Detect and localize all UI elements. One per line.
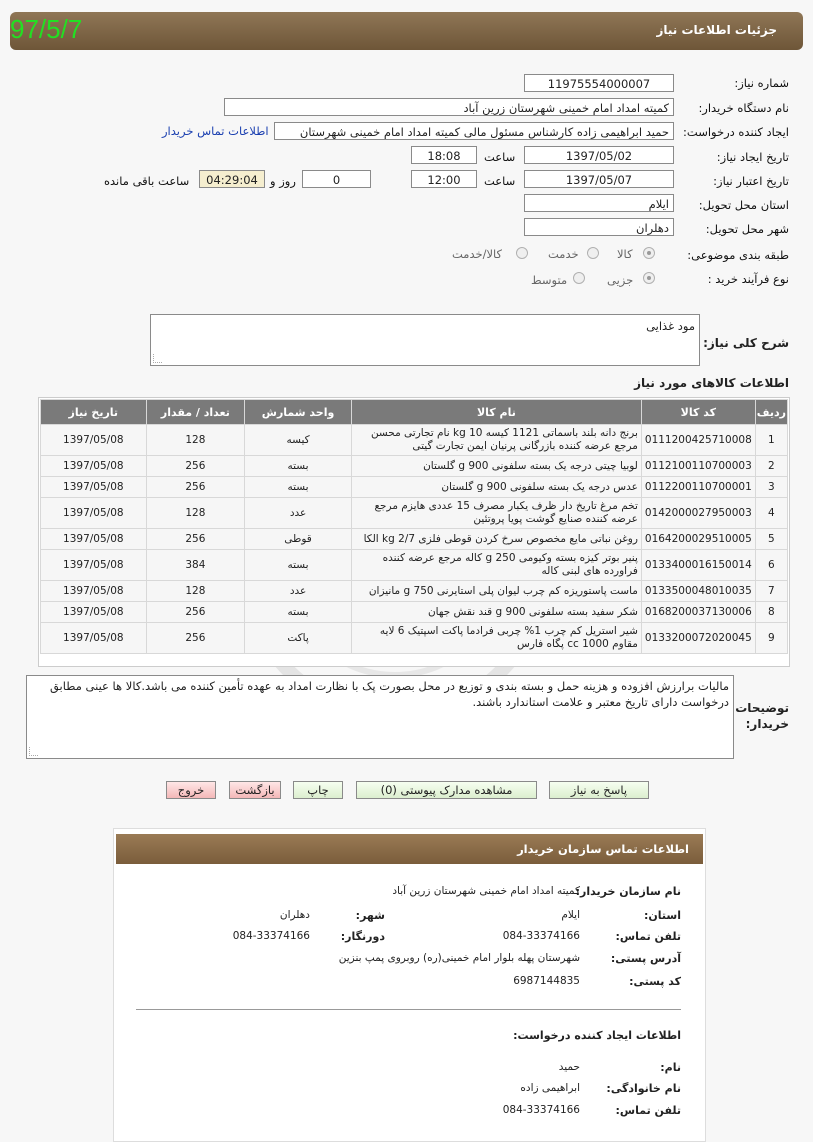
category-service-radio[interactable] xyxy=(587,247,599,259)
contact-org-label: نام سازمان خریدار: xyxy=(575,885,681,898)
row-number-cell: 1 xyxy=(756,425,787,455)
summary-textarea[interactable] xyxy=(150,314,700,366)
process-minor-label: جزیی xyxy=(607,273,634,287)
contact-postal-value: 6987144835 xyxy=(513,975,580,987)
contact-card-header xyxy=(116,834,703,864)
days-label: روز و xyxy=(270,174,296,188)
notes-label: توضیحات خریدار: xyxy=(735,701,789,731)
need-date-cell: 1397/05/08 xyxy=(41,602,146,622)
contact-fax-value: 084-33374166 xyxy=(232,930,310,942)
category-both-label: کالا/خدمت xyxy=(452,247,503,261)
unit-cell: قوطی xyxy=(245,529,351,549)
row-number-cell: 9 xyxy=(756,623,787,653)
need-date-cell: 1397/05/08 xyxy=(41,425,146,455)
item-code-cell: 0112100110700003 xyxy=(642,456,755,476)
table-row xyxy=(41,529,787,549)
process-medium-label: متوسط xyxy=(531,273,568,287)
contact-phone-label: تلفن تماس: xyxy=(615,930,681,943)
print-button[interactable]: چاپ xyxy=(293,781,343,799)
category-both-radio[interactable] xyxy=(516,247,528,259)
table-row xyxy=(41,602,787,622)
item-name-cell: پنیر بوتر کیزه بسته وکیومی 250 g کاله مرجع عرضه کننده فراورده های لبنی کاله xyxy=(352,550,641,580)
quantity-cell: 128 xyxy=(147,581,245,601)
notes-textarea[interactable] xyxy=(26,675,734,759)
province-field: ایلام xyxy=(524,194,674,212)
remaining-label: ساعت باقی مانده xyxy=(104,174,190,188)
category-label: طبقه بندی موضوعی: xyxy=(687,248,789,262)
unit-cell: عدد xyxy=(245,581,351,601)
date-stamp: 97/5/7 xyxy=(10,14,83,44)
category-goods-label: کالا xyxy=(617,247,633,261)
table-row xyxy=(41,550,787,580)
item-name-cell: تخم مرغ تاریخ دار ظرف یکبار مصرف 15 عددی هایزم مرجع عرضه کننده صنایع گوشت پویا پروتئین xyxy=(352,498,641,528)
contact-fax-label: دورنگار: xyxy=(340,930,385,943)
contact-divider xyxy=(136,1009,681,1010)
row-number-cell: 7 xyxy=(756,581,787,601)
item-code-cell: 0168200037130006 xyxy=(642,602,755,622)
contact-city-value: دهلران xyxy=(279,909,310,921)
item-name-cell: روغن نباتی مایع مخصوص سرخ کردن قوطی فلزی 2/7 kg الکا xyxy=(352,529,641,549)
quantity-cell: 256 xyxy=(147,477,245,497)
creator-info-title: اطلاعات ایجاد کننده درخواست: xyxy=(513,1029,681,1042)
city-label: شهر محل تحویل: xyxy=(705,222,789,236)
contact-card-title: اطلاعات تماس سازمان خریدار xyxy=(517,842,689,856)
validity-time-label: ساعت xyxy=(484,174,516,188)
back-button[interactable]: بازگشت xyxy=(229,781,281,799)
contact-address-value: شهرستان پهله بلوار امام خمینی(ره) روبروی پمپ بنزین xyxy=(338,952,580,964)
need-number-field: 11975554000007 xyxy=(524,74,674,92)
item-code-cell: 0111200425710008 xyxy=(642,425,755,455)
created-time-field: 18:08 xyxy=(411,146,477,164)
creator-family-value: ابراهیمی زاده xyxy=(520,1082,580,1094)
quantity-cell: 256 xyxy=(147,623,245,653)
item-name-cell: شیر استریل کم چرب 1% چربی فرادما پاکت اسپتیک 6 لایه مقاوم 1000 cc پگاه فارس xyxy=(352,623,641,653)
creator-label: ایجاد کننده درخواست: xyxy=(683,125,789,139)
need-number-label: شماره نیاز: xyxy=(734,76,789,90)
table-row xyxy=(41,456,787,476)
reply-button[interactable]: پاسخ به نیاز xyxy=(549,781,649,799)
province-label: استان محل تحویل: xyxy=(698,198,789,212)
contact-address-label: آدرس پستی: xyxy=(610,952,681,965)
remaining-days-field: 0 xyxy=(302,170,371,188)
unit-cell: بسته xyxy=(245,550,351,580)
contact-postal-label: کد پستی: xyxy=(629,975,681,988)
buyer-org-field: کمیته امداد امام خمینی شهرستان زرین آباد xyxy=(224,98,674,116)
validity-time-field: 12:00 xyxy=(411,170,477,188)
summary-label: شرح کلی نیاز: xyxy=(703,336,789,350)
table-row xyxy=(41,425,787,455)
creator-field: حمید ابراهیمی زاده کارشناس مسئول مالی کمیته امداد امام خمینی شهرستان xyxy=(274,122,674,140)
created-date-field: 1397/05/02 xyxy=(524,146,674,164)
need-date-cell: 1397/05/08 xyxy=(41,477,146,497)
item-code-cell: 0133500048010035 xyxy=(642,581,755,601)
quantity-cell: 256 xyxy=(147,456,245,476)
view-attachments-button[interactable]: مشاهده مدارک پیوستی (0) xyxy=(356,781,537,799)
buyer-contact-card xyxy=(113,828,706,1142)
row-number-cell: 3 xyxy=(756,477,787,497)
row-number-cell: 6 xyxy=(756,550,787,580)
need-date-cell: 1397/05/08 xyxy=(41,456,146,476)
col-date-header: تاریخ نیاز xyxy=(41,400,146,424)
category-goods-radio[interactable] xyxy=(643,247,655,259)
col-unit-header: واحد شمارش xyxy=(245,400,351,424)
need-date-cell: 1397/05/08 xyxy=(41,498,146,528)
quantity-cell: 256 xyxy=(147,529,245,549)
quantity-cell: 128 xyxy=(147,498,245,528)
unit-cell: عدد xyxy=(245,498,351,528)
item-name-cell: برنج دانه بلند باسماتی 1121 کیسه 10 kg نام تجارتی محسن مرجع عرضه کننده بازرگانی پرنیان ایمن تجارت گیتی xyxy=(352,425,641,455)
exit-button[interactable]: خروج xyxy=(166,781,216,799)
item-name-cell: لوبیا چیتی درجه یک بسته سلفونی 900 g گلستان xyxy=(352,456,641,476)
quantity-cell: 128 xyxy=(147,425,245,455)
page-header xyxy=(10,12,803,50)
col-qty-header: تعداد / مقدار xyxy=(147,400,245,424)
created-time-label: ساعت xyxy=(484,150,516,164)
col-name-header: نام کالا xyxy=(352,400,641,424)
remaining-time-field: 04:29:04 xyxy=(199,170,265,188)
unit-cell: بسته xyxy=(245,456,351,476)
items-section-title: اطلاعات کالاهای مورد نیاز xyxy=(634,376,789,390)
process-minor-radio[interactable] xyxy=(643,272,655,284)
items-table-frame xyxy=(38,397,790,667)
contact-org-value: کمیته امداد امام خمینی شهرستان زرین آباد xyxy=(392,885,580,897)
item-code-cell: 0164200029510005 xyxy=(642,529,755,549)
need-date-cell: 1397/05/08 xyxy=(41,529,146,549)
unit-cell: بسته xyxy=(245,602,351,622)
unit-cell: کیسه xyxy=(245,425,351,455)
contact-province-value: ایلام xyxy=(561,909,580,921)
contact-phone-value: 084-33374166 xyxy=(502,930,580,942)
validity-date-field: 1397/05/07 xyxy=(524,170,674,188)
item-name-cell: ماست پاستوریزه کم چرب لیوان پلی استایرنی 750 g مانیزان xyxy=(352,581,641,601)
table-row xyxy=(41,498,787,528)
table-row xyxy=(41,581,787,601)
col-row-header: ردیف xyxy=(756,400,787,424)
need-date-cell: 1397/05/08 xyxy=(41,623,146,653)
resize-grip-icon[interactable] xyxy=(153,354,162,363)
quantity-cell: 384 xyxy=(147,550,245,580)
creator-name-value: حمید xyxy=(558,1061,580,1073)
item-code-cell: 0133200072020045 xyxy=(642,623,755,653)
creator-family-label: نام خانوادگی: xyxy=(606,1082,681,1095)
validity-date-label: تاریخ اعتبار نیاز: xyxy=(713,174,789,188)
row-number-cell: 8 xyxy=(756,602,787,622)
quantity-cell: 256 xyxy=(147,602,245,622)
items-table xyxy=(40,399,788,654)
unit-cell: پاکت xyxy=(245,623,351,653)
process-medium-radio[interactable] xyxy=(573,272,585,284)
contact-province-label: استان: xyxy=(644,909,681,922)
notes-text: مالیات برارزش افزوده و هزینه حمل و بسته بندی و توزیع در محل بصورت پک با نظارت امداد به عهده تأمین کننده می باشد.کالا ها عینی مطابق درخواست دارای تاریخ معتبر و علامت استاندارد باشند. xyxy=(49,679,729,709)
item-code-cell: 0142000027950003 xyxy=(642,498,755,528)
summary-text: مود غذایی xyxy=(646,319,695,333)
item-code-cell: 0133400016150014 xyxy=(642,550,755,580)
row-number-cell: 5 xyxy=(756,529,787,549)
need-date-cell: 1397/05/08 xyxy=(41,550,146,580)
col-code-header: کد کالا xyxy=(642,400,755,424)
buyer-contact-link[interactable]: اطلاعات تماس خریدار xyxy=(162,124,269,138)
table-row xyxy=(41,477,787,497)
category-service-label: خدمت xyxy=(548,247,579,261)
row-number-cell: 2 xyxy=(756,456,787,476)
notes-resize-grip-icon[interactable] xyxy=(29,747,38,756)
need-date-cell: 1397/05/08 xyxy=(41,581,146,601)
created-date-label: تاریخ ایجاد نیاز: xyxy=(716,150,789,164)
city-field: دهلران xyxy=(524,218,674,236)
table-row xyxy=(41,623,787,653)
process-label: نوع فرآیند خرید : xyxy=(707,272,789,286)
table-header-row xyxy=(41,400,787,424)
unit-cell: بسته xyxy=(245,477,351,497)
item-name-cell: شکر سفید بسته سلفونی 900 g قند نقش جهان xyxy=(352,602,641,622)
buyer-org-label: نام دستگاه خریدار: xyxy=(698,101,789,115)
item-name-cell: عدس درجه یک بسته سلفونی 900 g گلستان xyxy=(352,477,641,497)
row-number-cell: 4 xyxy=(756,498,787,528)
contact-city-label: شهر: xyxy=(355,909,385,922)
creator-phone-value: 084-33374166 xyxy=(502,1104,580,1116)
item-code-cell: 0112200110700001 xyxy=(642,477,755,497)
creator-phone-label: تلفن تماس: xyxy=(615,1104,681,1117)
page-title: جزئیات اطلاعات نیاز xyxy=(656,23,777,37)
creator-name-label: نام: xyxy=(660,1061,681,1074)
